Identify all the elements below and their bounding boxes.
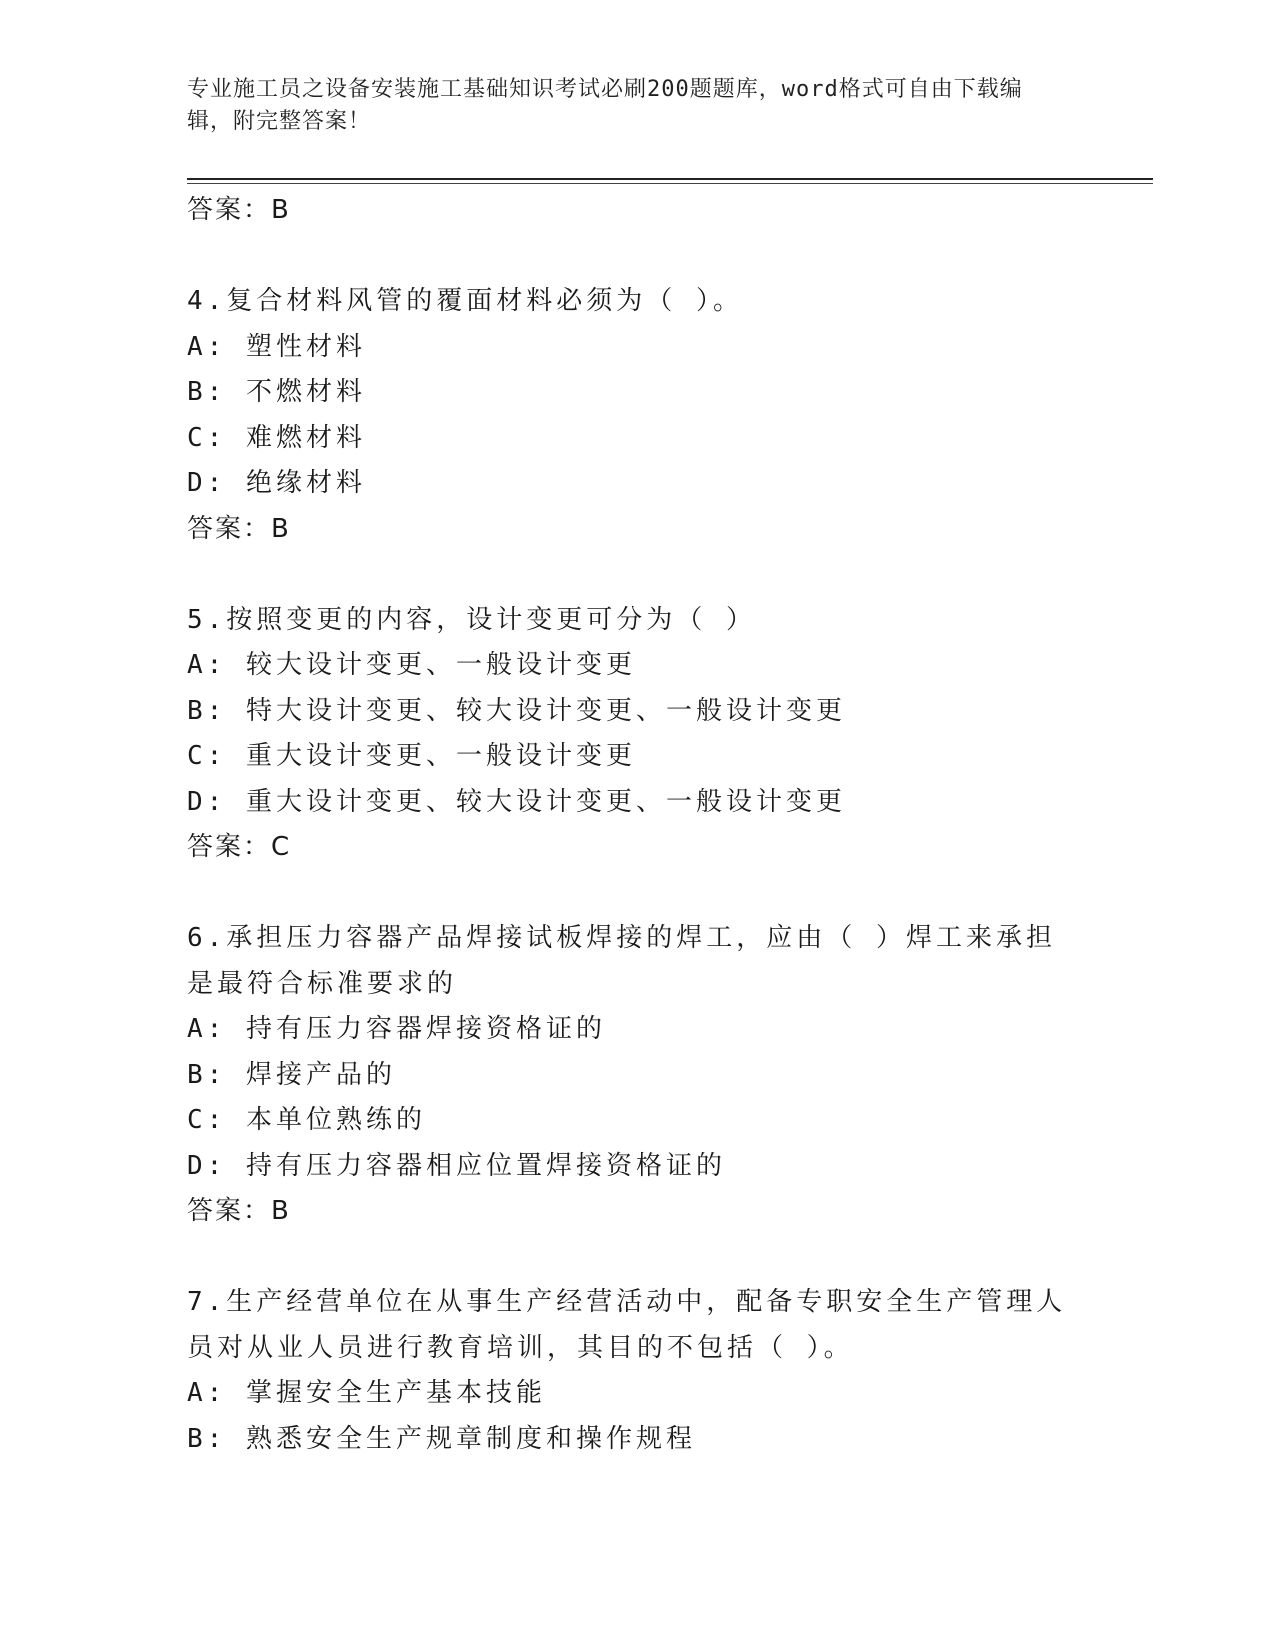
- answer-line: 答案：B: [187, 195, 291, 225]
- question-block: [187, 1280, 1087, 1462]
- question-stem: 6.承担压力容器产品焊接试板焊接的焊工，应由（ ）焊工来承担是最符合标准要求的: [187, 923, 1056, 999]
- option-d: D: 持有压力容器相应位置焊接资格证的: [187, 1150, 726, 1181]
- option-b: B: 不燃材料: [187, 377, 366, 407]
- option-c: C: 难燃材料: [187, 422, 366, 453]
- header-divider-thin: [187, 183, 1153, 184]
- option-a: A: 较大设计变更、一般设计变更: [187, 650, 636, 680]
- option-b: B: 特大设计变更、较大设计变更、一般设计变更: [187, 695, 846, 726]
- document-header: 专业施工员之设备安装施工基础知识考试必刷200题题库，word格式可自由下载编辑，附完整答案！: [187, 77, 1023, 134]
- option-b: B: 焊接产品的: [187, 1059, 396, 1090]
- option-a: A: 持有压力容器焊接资格证的: [187, 1014, 606, 1044]
- option-c: C: 重大设计变更、一般设计变更: [187, 741, 636, 771]
- option-a: A: 掌握安全生产基本技能: [187, 1378, 546, 1408]
- option-a: A: 塑性材料: [187, 331, 366, 362]
- question-list: [187, 188, 1087, 1462]
- question-stem: 7.生产经营单位在从事生产经营活动中，配备专职安全生产管理人员对从业人员进行教育培训，其目的不包括（ ）。: [187, 1287, 1067, 1363]
- question-stem: 5.按照变更的内容，设计变更可分为（ ）: [187, 604, 756, 635]
- answer-line: 答案：B: [187, 1196, 291, 1226]
- question-block: [187, 279, 1087, 552]
- header-divider-thick: [187, 178, 1153, 180]
- question-block: [187, 598, 1087, 871]
- question-stem: 4.复合材料风管的覆面材料必须为（ ）。: [187, 286, 743, 316]
- option-d: D: 重大设计变更、较大设计变更、一般设计变更: [187, 786, 846, 817]
- answer-line: 答案：B: [187, 513, 291, 544]
- option-b: B: 熟悉安全生产规章制度和操作规程: [187, 1423, 696, 1454]
- option-d: D: 绝缘材料: [187, 468, 366, 498]
- option-c: C: 本单位熟练的: [187, 1105, 426, 1135]
- question-block: [187, 916, 1087, 1235]
- answer-line: 答案：C: [187, 832, 292, 862]
